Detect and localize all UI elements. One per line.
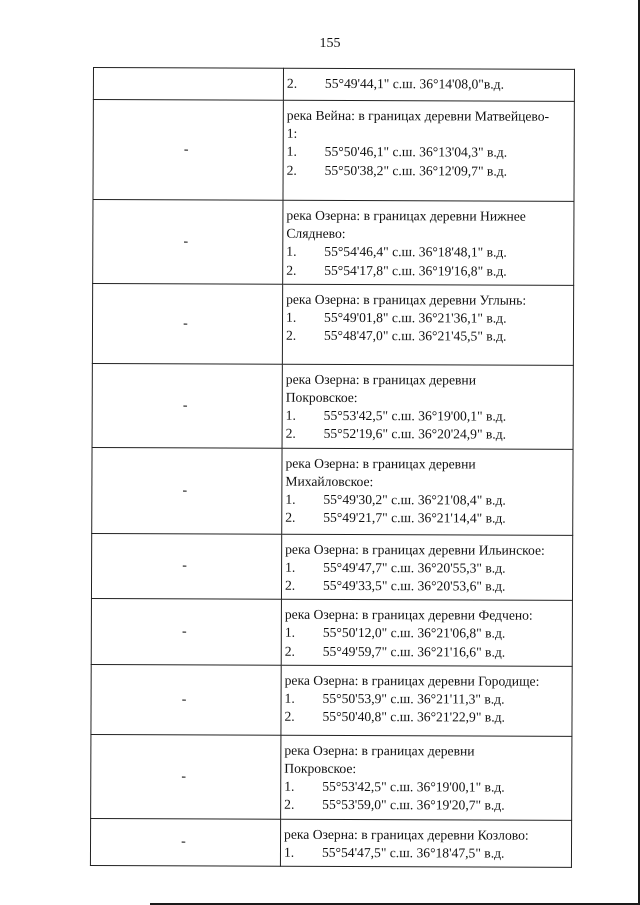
row-marker: - [183, 142, 189, 158]
coordinate-number: 2. [286, 162, 297, 178]
page-number: 155 [319, 36, 341, 51]
coordinate-value: 55°49'33,5" с.ш. 36°20'53,6" в.д. [322, 577, 506, 594]
row-marker: - [182, 482, 188, 498]
coordinate-number: 1. [286, 144, 297, 160]
row-description-cell [283, 100, 574, 201]
coordinate-number: 2. [284, 797, 295, 813]
river-heading-line: река Озерна: в границах деревни [285, 455, 476, 472]
coordinate-number: 2. [286, 75, 298, 91]
coordinate-number: 1. [283, 844, 295, 860]
coordinate-value: 55°49'59,7" с.ш. 36°21'16,6" в.д. [322, 643, 506, 660]
coordinate-line [285, 690, 568, 709]
row-marker-cell [93, 100, 283, 201]
coordinate-number: 1. [284, 690, 295, 706]
row-marker: - [183, 316, 188, 332]
row-marker: - [183, 234, 189, 250]
table-row [92, 447, 573, 535]
coordinate-value: 55°53'42,5" с.ш. 36°19'00,1" в.д. [323, 408, 507, 424]
coordinate-line [286, 309, 569, 328]
row-description-cell [283, 200, 574, 285]
river-heading-line: река Озерна: в границах деревни Городище: [284, 672, 540, 689]
river-heading-line: река Озерна: в границах деревни Углынь: [286, 291, 527, 308]
table-row [92, 363, 573, 449]
river-heading-line: река Озерна: в границах деревни Нижнее [286, 207, 526, 224]
coordinate-number: 1. [285, 491, 296, 507]
river-heading-line: 1: [286, 125, 298, 141]
row-description-cell [281, 599, 572, 666]
coordinate-number: 2. [284, 577, 296, 593]
river-heading-line: река Озерна: в границах деревни Ильинское: [285, 541, 545, 558]
row-marker: - [182, 397, 188, 413]
row-marker-cell [93, 68, 283, 101]
coordinate-number: 1. [285, 559, 296, 575]
coordinate-value: 55°49'01,8" с.ш. 36°21'36,1" в.д. [324, 309, 507, 326]
coordinate-number: 2. [285, 327, 297, 344]
row-description-cell [281, 735, 572, 820]
row-marker: - [181, 692, 187, 708]
coordinate-line [284, 778, 567, 797]
coordinate-line [284, 844, 567, 863]
row-marker: - [182, 558, 187, 574]
coordinate-value: 55°54'46,4" с.ш. 36°18'48,1" в.д. [324, 244, 507, 260]
coordinate-line [285, 559, 568, 578]
table-row [92, 283, 573, 365]
coordinate-line [285, 624, 568, 643]
row-marker-cell [92, 283, 282, 364]
coordinate-value: 55°50'40,8" с.ш. 36°21'22,9" в.д. [322, 709, 505, 725]
coordinate-value: 55°53'59,0" с.ш. 36°19'20,7" в.д. [322, 797, 505, 814]
river-heading-line: река Озерна: в границах деревни [285, 371, 477, 388]
river-heading-line: Покровское: [285, 389, 358, 406]
coordinate-number: 2. [286, 262, 297, 278]
coordinate-value: 55°49'44,1" с.ш. 36°14'08,0"в.д. [324, 75, 505, 92]
row-marker-cell [91, 599, 281, 665]
coordinate-line [286, 261, 569, 280]
coordinate-value: 55°52'19,6" с.ш. 36°20'24,9" в.д. [323, 426, 507, 443]
row-description-cell [282, 364, 573, 449]
row-description-cell [282, 448, 573, 535]
coordinate-line [287, 161, 570, 180]
row-description-cell [283, 68, 574, 101]
coordinate-value: 55°54'47,5" с.ш. 36°18'47,5" в.д. [321, 844, 505, 861]
table-body [90, 68, 574, 868]
row-marker: - [181, 834, 186, 850]
row-description-cell [280, 819, 571, 868]
coordinate-number: 2. [284, 643, 295, 659]
coordinate-value: 55°49'30,2" с.ш. 36°21'08,4" в.д. [323, 491, 506, 508]
table-row [90, 818, 571, 867]
coordinate-line [287, 75, 570, 94]
coordinate-line [286, 327, 569, 346]
coordinate-line [287, 143, 570, 162]
river-heading-line: река Озерна: в границах деревни [284, 742, 475, 759]
table-row [93, 68, 574, 102]
row-marker-cell [93, 200, 283, 285]
coordinate-number: 1. [285, 407, 296, 424]
table-row [93, 100, 574, 202]
row-marker-cell [91, 734, 281, 819]
coordinate-value: 55°53'42,5" с.ш. 36°19'00,1" в.д. [322, 779, 505, 795]
row-description-cell [281, 534, 572, 601]
coordinate-line [285, 577, 568, 596]
table-row [91, 533, 572, 600]
river-heading-line: река Вейна: в границах деревни Матвейцево- [286, 107, 550, 124]
coordinate-number: 1. [284, 625, 296, 641]
coordinate-number: 2. [285, 426, 296, 442]
row-marker: - [181, 624, 187, 640]
river-heading-line: Сляднево: [286, 225, 346, 242]
row-marker-cell [92, 447, 282, 534]
coordinate-line [285, 491, 568, 510]
coordinate-number: 2. [284, 708, 295, 725]
row-marker-cell [91, 664, 281, 735]
coordinate-line [286, 407, 569, 426]
coordinates-table [90, 67, 575, 868]
coordinate-number: 1. [284, 778, 295, 795]
river-heading-line: Покровское: [284, 760, 357, 777]
river-heading-line: Михайловское: [285, 473, 374, 489]
table-row [91, 664, 572, 736]
coordinate-line [284, 708, 567, 727]
coordinate-value: 55°48'47,0" с.ш. 36°21'45,5" в.д. [323, 328, 507, 344]
coordinate-line [286, 243, 569, 262]
table-row [93, 200, 574, 286]
row-description-cell [281, 665, 572, 736]
row-marker-cell [90, 818, 280, 866]
river-heading-line: река Озерна: в границах деревни Козлово: [284, 826, 529, 843]
coordinate-value: 55°49'47,7" с.ш. 36°20'55,3" в.д. [323, 559, 506, 576]
row-marker-cell [92, 363, 282, 448]
row-marker: - [181, 768, 187, 785]
coordinate-line [284, 796, 567, 815]
table-row [91, 734, 572, 820]
river-heading-line: река Озерна: в границах деревни Федчено: [284, 606, 533, 623]
coordinate-value: 55°50'46,1" с.ш. 36°13'04,3" в.д. [324, 144, 508, 160]
coordinate-value: 55°50'12,0" с.ш. 36°21'06,8" в.д. [322, 625, 506, 642]
coordinate-number: 1. [286, 309, 297, 325]
coordinate-value: 55°54'17,8" с.ш. 36°19'16,8" в.д. [324, 262, 507, 279]
coordinate-line [285, 642, 568, 661]
coordinate-value: 55°49'21,7" с.ш. 36°21'14,4" в.д. [323, 510, 506, 526]
coordinate-value: 55°50'53,9" с.ш. 36°21'11,3" в.д. [322, 690, 505, 707]
row-marker-cell [91, 533, 281, 599]
coordinate-line [286, 425, 569, 444]
table-row [91, 599, 572, 666]
coordinate-number: 2. [285, 509, 296, 526]
coordinate-value: 55°50'38,2" с.ш. 36°12'09,7" в.д. [324, 162, 508, 179]
row-description-cell [282, 284, 573, 365]
coordinate-number: 1. [286, 244, 297, 260]
coordinate-line [285, 509, 568, 528]
